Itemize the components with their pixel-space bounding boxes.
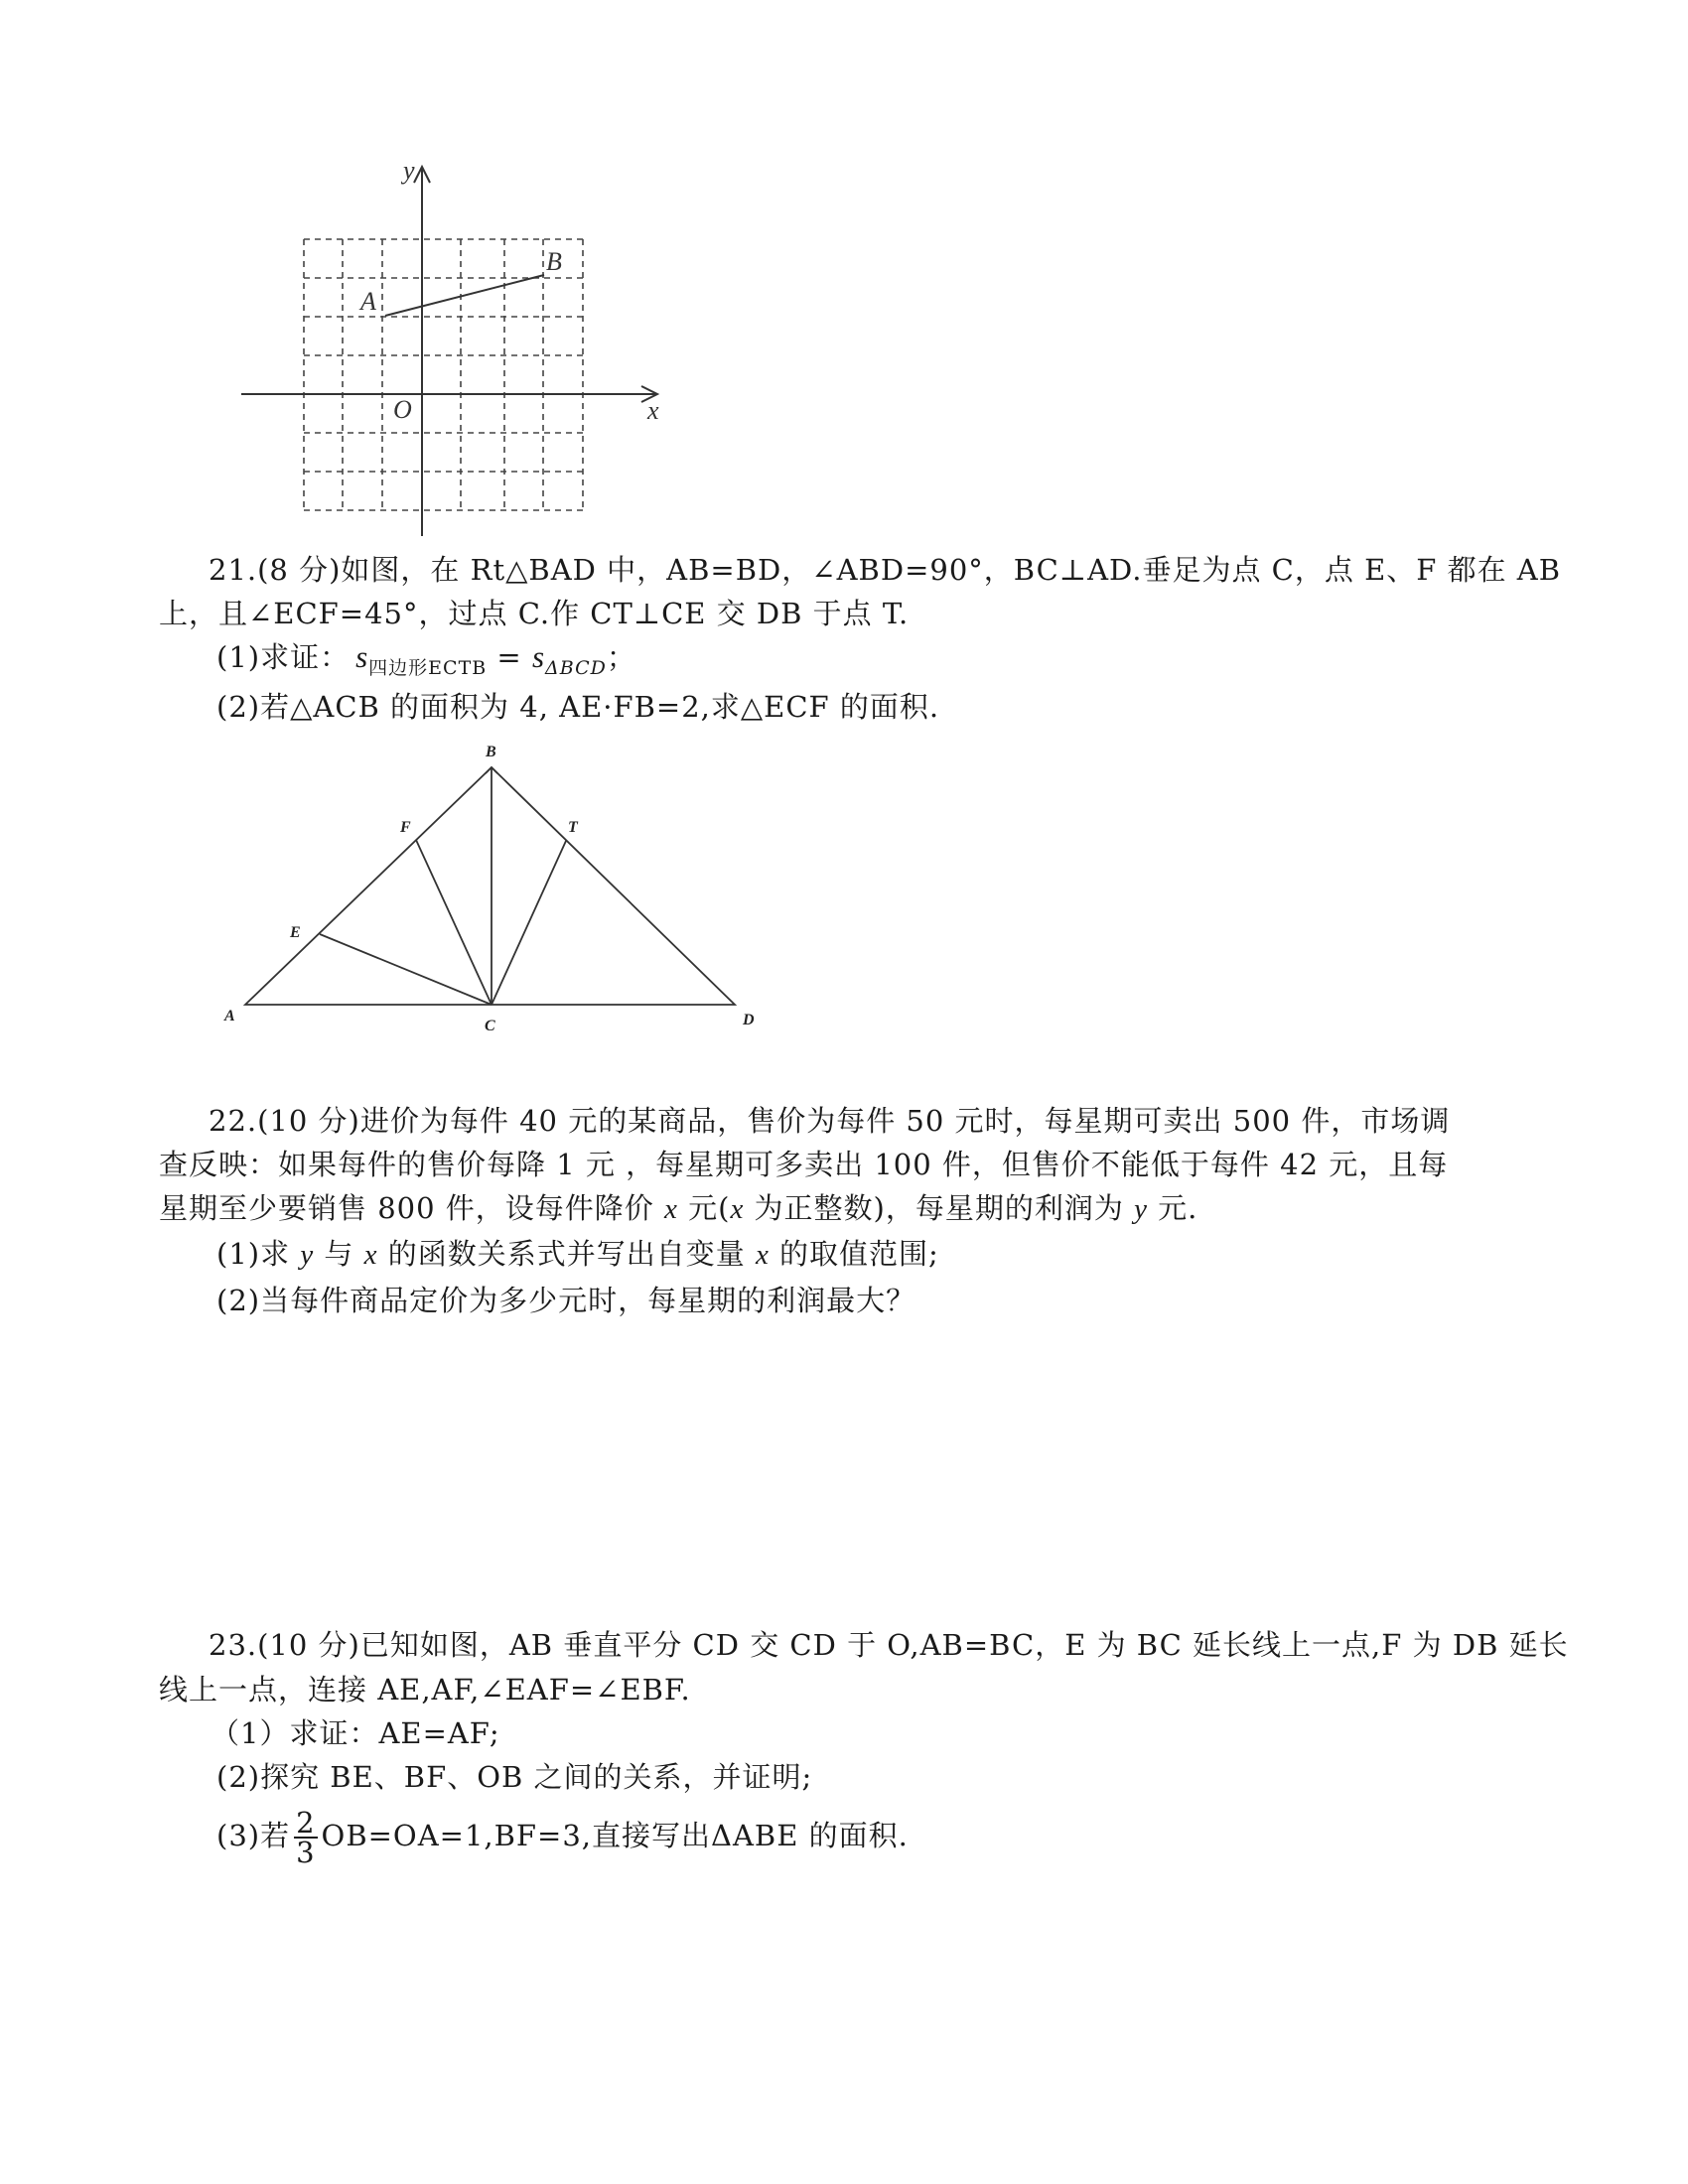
triangle-label-t: T <box>568 819 578 836</box>
q21-equals: = <box>487 640 532 674</box>
q22-var-x: x <box>755 1239 770 1271</box>
q23-part2: (2)探究 BE、BF、OB 之间的关系，并证明; <box>216 1760 813 1794</box>
q23-line1: 23.(10 分)已知如图，AB 垂直平分 CD 交 CD 于 O,AB=BC，E 为 BC 延长线上一点,F 为 DB 延长 <box>209 1628 1569 1662</box>
triangle-label-a: A <box>224 1008 235 1024</box>
q22-line3-text-a: 星期至少要销售 800 件，设每件降价 <box>159 1191 665 1225</box>
q23-fraction-denominator: 3 <box>296 1836 316 1869</box>
q22-part1-text-a: (1)求 <box>216 1237 301 1271</box>
triangle-label-e: E <box>290 924 301 941</box>
q21-area-subscript-2: ΔBCD <box>545 656 607 679</box>
q22-part1-text-c: 的函数关系式并写出自变量 <box>377 1237 756 1271</box>
q22-line3-text-b: 元( <box>677 1191 731 1225</box>
q21-line2: 上，且∠ECF=45°，过点 C.作 CT⊥CE 交 DB 于点 T. <box>159 597 910 630</box>
triangle-figure <box>218 737 774 1034</box>
q23-fraction-numerator: 2 <box>296 1806 316 1840</box>
q21-line1: 21.(8 分)如图，在 Rt△BAD 中，AB=BD，∠ABD=90°，BC⊥AD.垂足为点 C，点 E、F 都在 AB <box>209 553 1562 587</box>
triangle-label-b: B <box>486 744 496 760</box>
q21-area-symbol-1: s <box>355 639 369 674</box>
q22-var-x: x <box>363 1239 378 1271</box>
q22-line1: 22.(10 分)进价为每件 40 元的某商品，售价为每件 50 元时，每星期可卖出 500 件，市场调 <box>209 1104 1451 1138</box>
q22-part1 <box>216 1232 939 1277</box>
q22-line3-text-c: 为正整数)，每星期的利润为 <box>744 1191 1135 1225</box>
point-b-label: B <box>546 247 562 276</box>
q21-area-symbol-2: s <box>531 639 546 674</box>
q22-var-y: y <box>300 1239 315 1271</box>
y-axis-label: y <box>403 157 415 185</box>
q23-part3-prefix: (3)若 <box>216 1819 291 1852</box>
q23-part3-text: OB=OA=1,BF=3,直接写出ΔABE 的面积. <box>321 1819 909 1852</box>
q22-var-y: y <box>1134 1193 1148 1225</box>
point-a-label: A <box>360 287 376 316</box>
q22-part1-text-b: 与 <box>314 1237 364 1271</box>
q22-line2: 查反映：如果每件的售价每降 1 元 ，每星期可多卖出 100 件，但售价不能低于每件 42 元，且每 <box>159 1148 1449 1181</box>
origin-label: O <box>393 395 412 424</box>
q21-part1-suffix: ； <box>606 640 636 674</box>
coordinate-grid-figure <box>228 157 675 539</box>
q22-var-x: x <box>730 1193 745 1225</box>
q22-var-x: x <box>664 1193 678 1225</box>
q23-part1: （1）求证：AE=AF; <box>211 1716 500 1750</box>
x-axis-label: x <box>647 396 659 425</box>
q21-part1-prefix: (1)求证： <box>216 640 351 674</box>
q23-line2: 线上一点，连接 AE,AF,∠EAF=∠EBF. <box>159 1673 691 1706</box>
triangle-label-d: D <box>743 1012 755 1028</box>
q23-fraction <box>294 1806 317 1869</box>
q21-area-subscript-1: 四边形ECTB <box>368 656 488 679</box>
triangle-label-f: F <box>400 819 411 836</box>
q21-part2: (2)若△ACB 的面积为 4, AE·FB=2,求△ECF 的面积. <box>216 690 940 724</box>
triangle-label-c: C <box>485 1018 495 1034</box>
q22-part1-text-d: 的取值范围; <box>769 1237 939 1271</box>
q23-part3 <box>216 1806 909 1869</box>
q21-part1 <box>216 635 636 690</box>
q22-line3 <box>159 1186 1197 1231</box>
q22-line3-text-d: 元. <box>1147 1191 1198 1225</box>
q22-part2: (2)当每件商品定价为多少元时，每星期的利润最大？ <box>216 1284 916 1317</box>
